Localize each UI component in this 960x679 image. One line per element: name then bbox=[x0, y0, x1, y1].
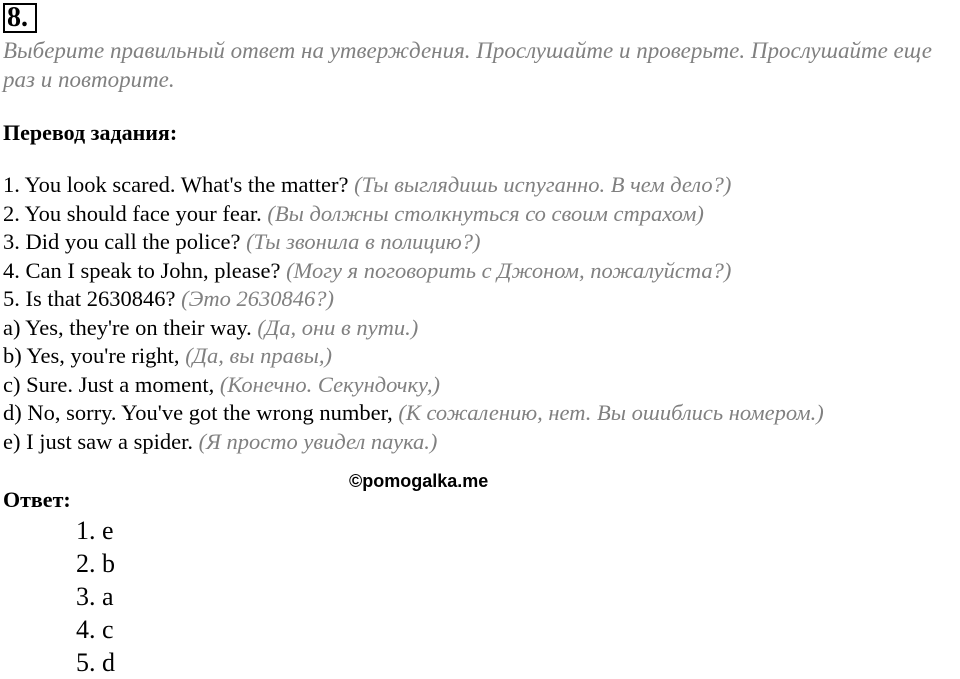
translation-heading: Перевод задания: bbox=[3, 120, 178, 145]
russian-translation: (Вы должны столкнуться со своим страхом) bbox=[267, 200, 704, 226]
english-text: c) Sure. Just a moment, bbox=[3, 371, 220, 397]
english-text: 5. Is that 2630846? bbox=[3, 286, 182, 311]
answer-item: 1. e bbox=[76, 516, 114, 545]
answer-item: 2. b bbox=[76, 549, 115, 578]
answer-item: 5. d bbox=[76, 648, 115, 677]
list-item bbox=[3, 285, 958, 314]
list-item bbox=[3, 314, 958, 343]
list-item bbox=[3, 200, 958, 229]
answer-list bbox=[76, 514, 115, 679]
russian-translation: (Да, они в пути.) bbox=[257, 314, 419, 340]
exercise-number: 8. bbox=[3, 3, 37, 33]
list-item bbox=[3, 257, 958, 286]
list-item bbox=[3, 399, 958, 428]
russian-translation: (Ты звонила в полицию?) bbox=[246, 229, 481, 254]
answer-item: 4. c bbox=[76, 615, 114, 644]
list-item bbox=[3, 342, 958, 371]
list-item bbox=[3, 371, 958, 400]
translation-list bbox=[3, 171, 958, 456]
english-text: 3. Did you call the police? bbox=[3, 229, 247, 254]
russian-translation: (Да, вы правы,) bbox=[185, 343, 332, 368]
russian-translation: (К сожалению, нет. Вы ошиблись номером.) bbox=[398, 400, 824, 425]
english-text: d) No, sorry. You've got the wrong number, bbox=[3, 400, 399, 425]
english-text: 2. You should face your fear. bbox=[3, 200, 268, 226]
english-text: e) I just saw a spider. bbox=[3, 428, 199, 454]
answer-heading: Ответ: bbox=[3, 487, 71, 512]
english-text: b) Yes, you're right, bbox=[3, 343, 186, 368]
russian-translation: (Я просто увидел паука.) bbox=[198, 428, 438, 454]
english-text: a) Yes, they're on their way. bbox=[3, 314, 258, 340]
english-text: 4. Can I speak to John, please? bbox=[3, 257, 287, 283]
russian-translation: (Конечно. Секундочку,) bbox=[219, 371, 441, 397]
watermark: ©pomogalka.me bbox=[349, 471, 489, 491]
list-item bbox=[3, 171, 958, 200]
answer-item: 3. a bbox=[76, 582, 114, 611]
russian-translation: (Это 2630846?) bbox=[181, 286, 334, 311]
list-item bbox=[3, 228, 958, 257]
russian-translation: (Могу я поговорить с Джоном, пожалуйста?) bbox=[286, 257, 732, 283]
russian-translation: (Ты выглядишь испуганно. В чем дело?) bbox=[354, 172, 732, 197]
exercise-instruction: Выберите правильный ответ на утверждения. Прослушайте и проверьте. Прослушайте еще раз и повторите. bbox=[3, 38, 932, 92]
list-item bbox=[3, 428, 958, 457]
english-text: 1. You look scared. What's the matter? bbox=[3, 172, 355, 197]
